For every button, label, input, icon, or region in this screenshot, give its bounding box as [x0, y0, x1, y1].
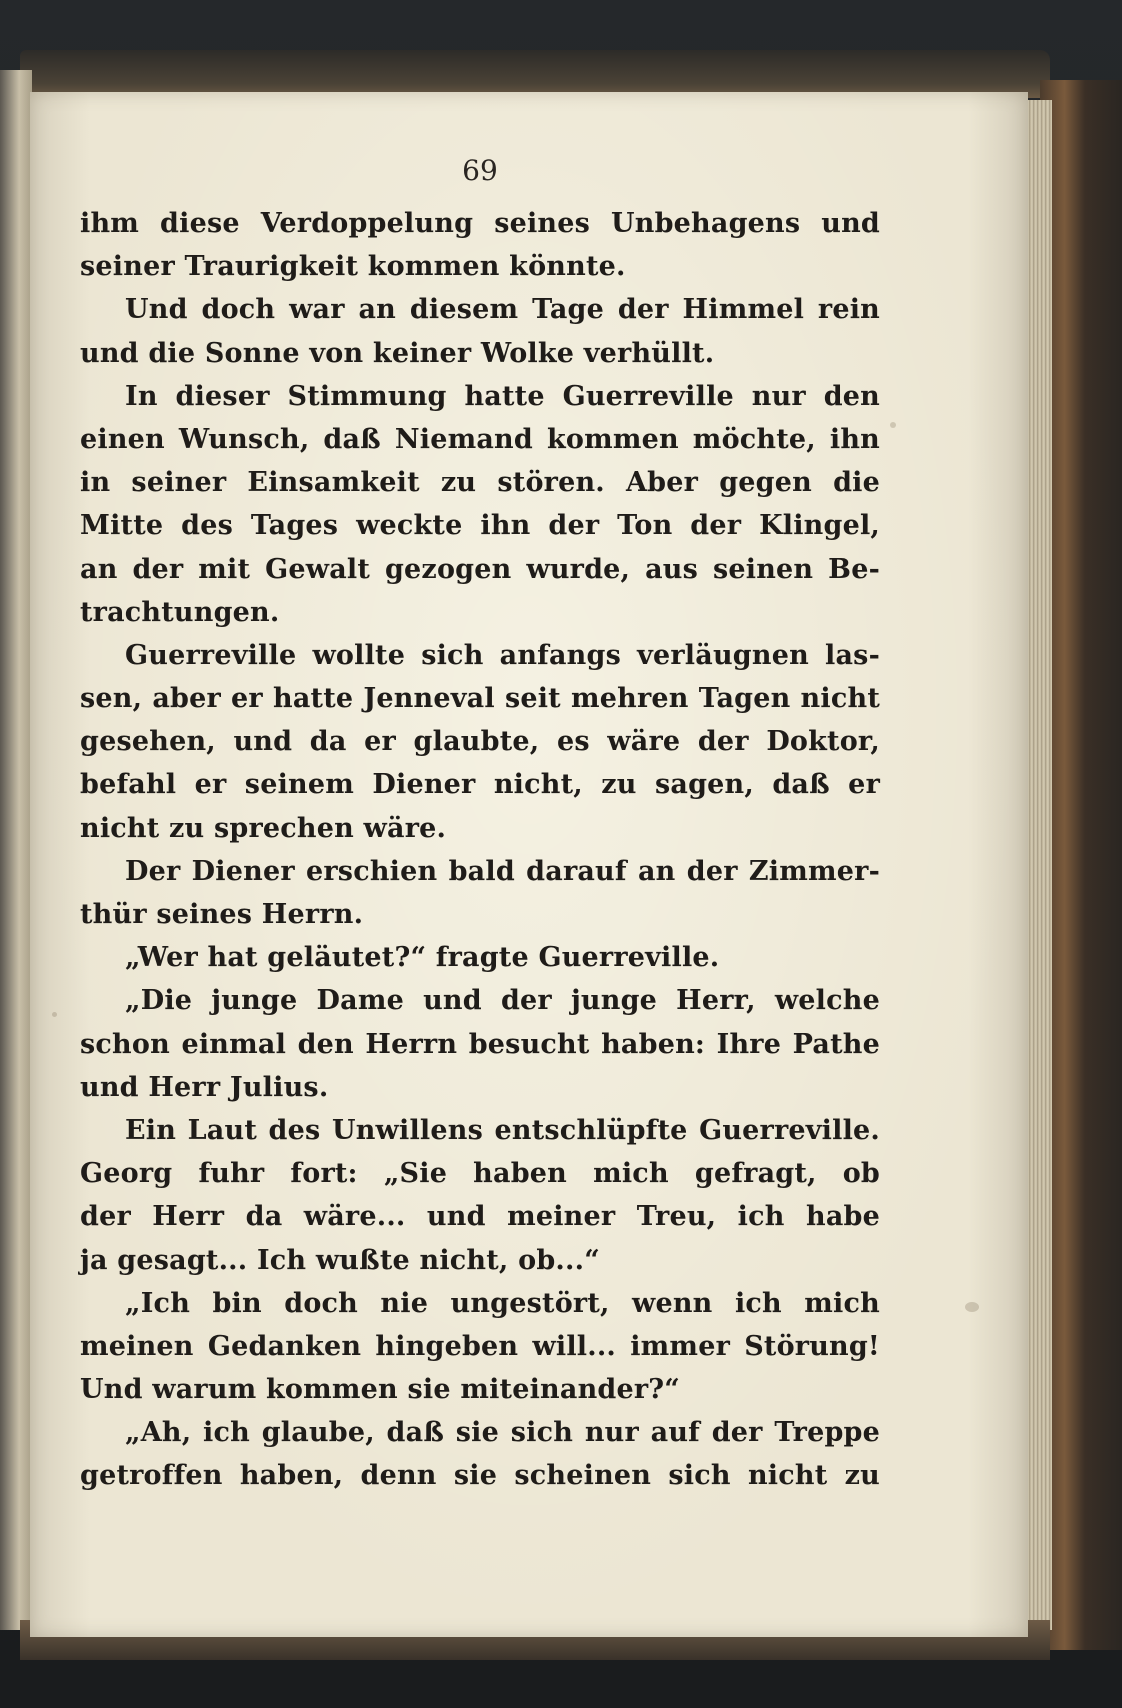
text-line: der Herr da wäre... und meiner Treu, ich habe [80, 1201, 880, 1233]
text-line: an der mit Gewalt gezogen wurde, aus seinen Be- [80, 553, 880, 585]
text-line: getroffen haben, denn sie scheinen sich nicht zu [80, 1460, 880, 1492]
text-line: gesehen, und da er glaubte, es wäre der Doktor, [80, 726, 880, 758]
text-line: „Ich bin doch nie ungestört, wenn ich mich [125, 1287, 880, 1319]
text-line: Guerreville wollte sich anfangs verläugnen las- [125, 639, 880, 671]
book-cover-right-edge [1040, 80, 1122, 1650]
book-page [30, 92, 1028, 1637]
book-cover-top-edge [20, 50, 1050, 98]
page-text [80, 202, 880, 1498]
text-line: Georg fuhr fort: „Sie haben mich gefragt, ob [80, 1158, 880, 1190]
text-line: in seiner Einsamkeit zu stören. Aber gegen die [80, 467, 880, 499]
paper-fleck [965, 1302, 979, 1312]
text-line: schon einmal den Herrn besucht haben: Ihre Pathe [80, 1028, 880, 1060]
text-line: und die Sonne von keiner Wolke verhüllt. [80, 337, 715, 369]
text-line: ihm diese Verdoppelung seines Unbehagens und [80, 208, 880, 239]
left-page-edge [0, 70, 32, 1630]
text-line: und Herr Julius. [80, 1071, 329, 1103]
text-line: Mitte des Tages weckte ihn der Ton der Klingel, [80, 510, 880, 542]
text-line: meinen Gedanken hingeben will... immer Störung! [80, 1330, 880, 1362]
text-line: Und warum kommen sie miteinander?“ [80, 1374, 681, 1406]
text-line: nicht zu sprechen wäre. [80, 812, 447, 844]
text-line: Ein Laut des Unwillens entschlüpfte Guerreville. [125, 1114, 880, 1146]
paper-fleck [52, 1012, 57, 1017]
paper-fleck [890, 422, 896, 428]
text-line: seiner Traurigkeit kommen könnte. [80, 251, 626, 283]
text-line: Und doch war an diesem Tage der Himmel rein [125, 294, 880, 326]
text-line: sen, aber er hatte Jenneval seit mehren Tagen nicht [80, 683, 880, 715]
text-line: „Wer hat geläutet?“ fragte Guerreville. [125, 942, 720, 974]
text-line: Der Diener erschien bald darauf an der Zimmer- [125, 855, 880, 887]
text-line: trachtungen. [80, 596, 280, 628]
text-line: In dieser Stimmung hatte Guerreville nur den [125, 380, 880, 412]
text-line: ja gesagt... Ich wußte nicht, ob...“ [80, 1244, 600, 1276]
text-line: befahl er seinem Diener nicht, zu sagen, daß er [80, 769, 880, 801]
text-line: „Die junge Dame und der junge Herr, welche [125, 985, 880, 1017]
text-line: einen Wunsch, daß Niemand kommen möchte, ihn [80, 423, 880, 455]
text-line: thür seines Herrn. [80, 899, 364, 930]
page-number: 69 [462, 154, 498, 187]
text-line: „Ah, ich glaube, daß sie sich nur auf der Treppe [125, 1417, 880, 1449]
